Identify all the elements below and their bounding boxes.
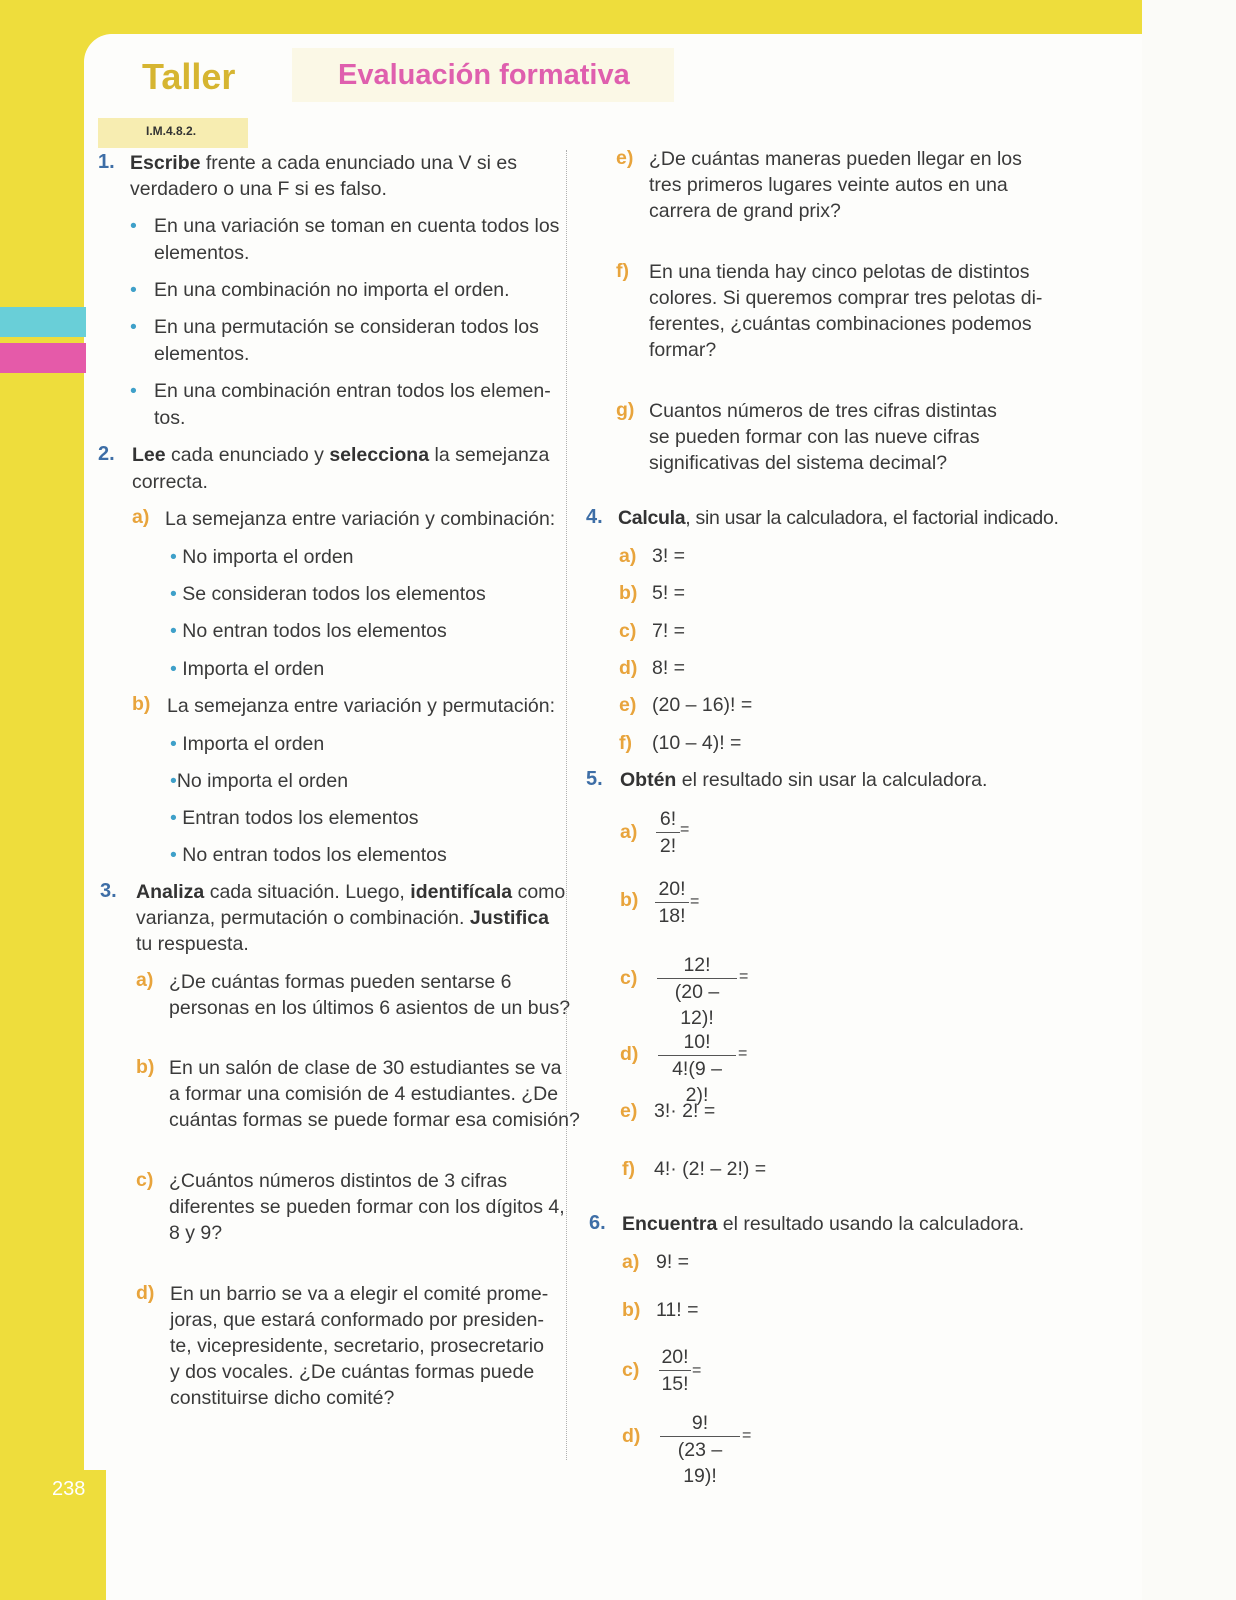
list-item: • xyxy=(130,215,137,237)
fraction: $\frac{6!}{2!}$ xyxy=(656,806,680,859)
prompt-line xyxy=(136,905,549,931)
fraction: $\frac{20!}{15!}$ xyxy=(659,1344,691,1397)
question-number: 6. xyxy=(589,1212,606,1234)
item-letter: b) xyxy=(136,1056,155,1078)
item-text: colores. Si queremos comprar tres pelotas di- xyxy=(649,287,1043,309)
item-letter: c) xyxy=(622,1359,640,1381)
item-text: ferentes, ¿cuántas combinaciones podemos xyxy=(649,313,1032,335)
item-letter: e) xyxy=(616,147,634,169)
item-letter: a) xyxy=(132,506,150,528)
verb: Escribe xyxy=(130,152,201,174)
item-text: diferentes se pueden formar con los dígitos 4, xyxy=(169,1196,565,1218)
factorial-expression: 5! = xyxy=(652,582,686,604)
equals-sign: = xyxy=(739,968,749,985)
statement-text: En una combinación entran todos los elemen- xyxy=(154,380,551,402)
item-letter: f) xyxy=(616,260,629,282)
verb: Lee xyxy=(132,444,166,466)
question-number: 3. xyxy=(100,880,117,902)
item-letter: b) xyxy=(622,1299,641,1321)
item-text: La semejanza entre variación y combinación: xyxy=(165,508,556,530)
prompt-text: el resultado sin usar la calculadora. xyxy=(681,769,988,791)
option-item: •No importa el orden xyxy=(170,770,349,792)
item-letter: a) xyxy=(136,969,154,991)
prompt-text: la semejanza xyxy=(434,444,550,466)
item-text: y dos vocales. ¿De cuántas formas puede xyxy=(170,1361,535,1383)
item-letter: c) xyxy=(619,620,637,642)
option-item: • Importa el orden xyxy=(170,658,325,680)
item-text: En un salón de clase de 30 estudiantes se va xyxy=(169,1057,562,1079)
statement-text: tos. xyxy=(154,407,186,429)
prompt-text: el resultado usando la calculadora. xyxy=(722,1213,1025,1235)
verb: Obtén xyxy=(620,769,677,791)
option-item: • No importa el orden xyxy=(170,546,354,568)
item-letter: d) xyxy=(136,1282,155,1304)
item-letter: d) xyxy=(619,657,638,679)
list-item: • xyxy=(130,279,137,301)
factorial-expression: 11! = xyxy=(656,1299,699,1321)
item-text: ¿De cuántas maneras pueden llegar en los xyxy=(649,148,1022,170)
item-letter: b) xyxy=(620,889,639,911)
question-number: 1. xyxy=(98,151,115,173)
prompt-text: como xyxy=(517,881,566,903)
question-number: 5. xyxy=(586,768,603,790)
list-item: • xyxy=(130,316,137,338)
question-5-prompt xyxy=(620,767,987,793)
prompt-text: , sin usar la calculadora, el factorial indicado. xyxy=(685,507,1059,529)
item-text: joras, que estará conformado por presiden- xyxy=(170,1309,544,1331)
option-item: • Se consideran todos los elementos xyxy=(170,583,486,605)
prompt-text: correcta. xyxy=(132,471,208,493)
option-item: • No entran todos los elementos xyxy=(170,844,447,866)
item-text: cuántas formas se puede formar esa comisión? xyxy=(169,1109,580,1131)
equals-sign: = xyxy=(690,893,700,910)
item-text: La semejanza entre variación y permutación: xyxy=(167,695,556,717)
item-text: ¿De cuántas formas pueden sentarse 6 xyxy=(169,971,512,993)
prompt-text: cada situación. Luego, xyxy=(209,881,405,903)
item-letter: b) xyxy=(132,693,151,715)
pink-stripe xyxy=(0,343,86,373)
item-letter: c) xyxy=(136,1169,154,1191)
prompt-text: frente a cada enunciado una V si es xyxy=(205,152,518,174)
item-text: se pueden formar con las nueve cifras xyxy=(649,426,980,448)
item-text: tres primeros lugares veinte autos en una xyxy=(649,174,1008,196)
factorial-expression: 3!· 2! = xyxy=(654,1100,716,1122)
skill-code: I.M.4.8.2. xyxy=(146,124,197,138)
question-number: 2. xyxy=(98,443,115,465)
item-letter: e) xyxy=(620,1100,638,1122)
fraction: $\frac{20!}{18!}$ xyxy=(655,876,689,929)
factorial-expression: 3! = xyxy=(652,545,686,567)
prompt-text: cada enunciado y xyxy=(171,444,324,466)
item-letter: d) xyxy=(620,1043,639,1065)
question-2-prompt xyxy=(132,442,549,468)
verb: Justifica xyxy=(469,907,549,929)
factorial-expression: (10 – 4)! = xyxy=(652,732,742,754)
item-text: 8 y 9? xyxy=(169,1222,223,1244)
item-text: En un barrio se va a elegir el comité prome- xyxy=(170,1283,549,1305)
verb: Calcula xyxy=(618,507,686,529)
option-item: • Entran todos los elementos xyxy=(170,807,419,829)
item-text: personas en los últimos 6 asientos de un bus? xyxy=(169,997,571,1019)
item-letter: d) xyxy=(622,1425,641,1447)
factorial-expression: 4!· (2! – 2!) = xyxy=(654,1158,767,1180)
list-item: • xyxy=(130,380,137,402)
item-letter: a) xyxy=(619,545,637,567)
item-text: formar? xyxy=(649,339,717,361)
page-number: 238 xyxy=(52,1478,86,1500)
option-item: • Importa el orden xyxy=(170,733,325,755)
item-text: significativas del sistema decimal? xyxy=(649,452,948,474)
question-number: 4. xyxy=(586,506,603,528)
question-1-prompt xyxy=(130,150,550,176)
page-title: Evaluación formativa xyxy=(338,59,630,91)
statement-text: elementos. xyxy=(154,242,250,264)
prompt-text: verdadero o una F si es falso. xyxy=(130,178,387,200)
statement-text: En una variación se toman en cuenta todos los xyxy=(154,215,560,237)
question-4-prompt xyxy=(618,505,1059,531)
item-letter: a) xyxy=(620,821,638,843)
verb: selecciona xyxy=(329,444,430,466)
equals-sign: = xyxy=(680,821,690,838)
item-letter: f) xyxy=(619,732,632,754)
equals-sign: = xyxy=(742,1427,752,1444)
factorial-expression: 8! = xyxy=(652,657,686,679)
item-letter: e) xyxy=(619,694,637,716)
verb: Analiza xyxy=(136,881,205,903)
item-text: carrera de grand prix? xyxy=(649,200,841,222)
item-letter: f) xyxy=(622,1158,635,1180)
item-letter: c) xyxy=(620,967,638,989)
item-text: te, vicepresidente, secretario, prosecretario xyxy=(170,1335,544,1357)
right-margin xyxy=(1142,0,1236,1600)
factorial-expression: 7! = xyxy=(652,620,686,642)
prompt-text: varianza, permutación o combinación. xyxy=(136,907,465,929)
item-text: En una tienda hay cinco pelotas de distintos xyxy=(649,261,1030,283)
item-letter: a) xyxy=(622,1251,640,1273)
fraction: $\frac{9!}{(23 - 19)!}$ xyxy=(660,1410,740,1489)
question-3-prompt xyxy=(136,879,565,905)
fraction: $\frac{12!}{(20 - 12)!}$ xyxy=(657,952,737,1031)
statement-text: En una combinación no importa el orden. xyxy=(154,279,510,301)
cyan-stripe xyxy=(0,307,86,337)
verb: Encuentra xyxy=(622,1213,718,1235)
statement-text: En una permutación se consideran todos los xyxy=(154,316,539,338)
column-divider xyxy=(566,150,567,1460)
verb: identifícala xyxy=(410,881,513,903)
factorial-expression: 9! = xyxy=(656,1251,690,1273)
fraction: $\frac{10!}{4!(9 - 2)!}$ xyxy=(658,1029,736,1108)
item-text: Cuantos números de tres cifras distintas xyxy=(649,400,997,422)
item-text: constituirse dicho comité? xyxy=(170,1387,395,1409)
factorial-expression: (20 – 16)! = xyxy=(652,694,753,716)
question-6-prompt xyxy=(622,1211,1024,1237)
item-letter: g) xyxy=(616,399,635,421)
item-text: ¿Cuántos números distintos de 3 cifras xyxy=(169,1170,508,1192)
equals-sign: = xyxy=(738,1045,748,1062)
section-tab-label: Taller xyxy=(142,56,236,97)
statement-text: elementos. xyxy=(154,343,250,365)
option-item: • No entran todos los elementos xyxy=(170,620,447,642)
item-text: a formar una comisión de 4 estudiantes. ¿De xyxy=(169,1083,559,1105)
item-letter: b) xyxy=(619,582,638,604)
equals-sign: = xyxy=(692,1362,702,1379)
prompt-text: tu respuesta. xyxy=(136,933,249,955)
